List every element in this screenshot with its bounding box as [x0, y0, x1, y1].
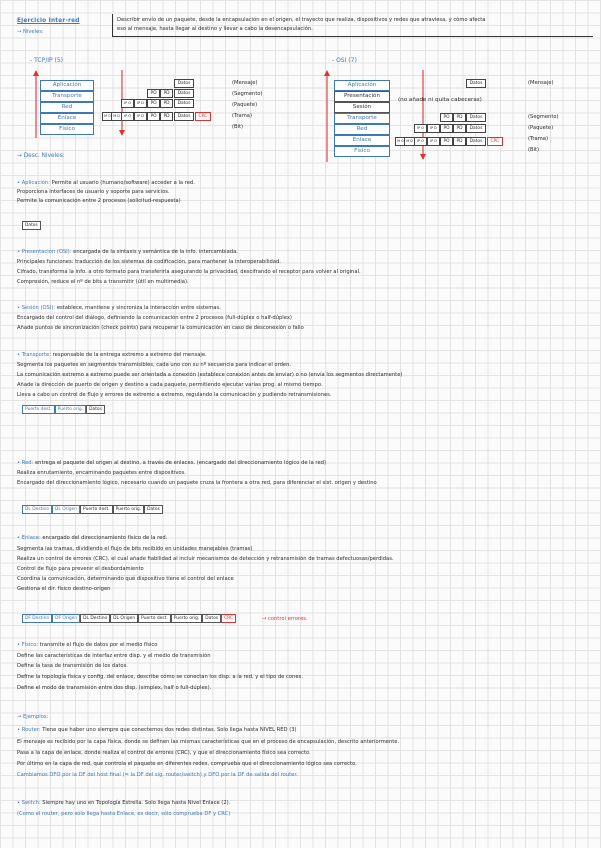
enlace-line-5: Gestiona el dir. físico destino-origen: [17, 586, 111, 592]
tcpip-pdu-datos-2: Datos: [174, 89, 194, 98]
sesion-line-1: Encargado del control del diálogo, definiendo la comunicación entre 2 procesos (full-dúplex o half-dúplex): [17, 315, 292, 321]
tcpip-pdu-pd-3: PD: [160, 99, 173, 108]
red-line-0: entrega el paquete del origen al destino, a través de enlaces. (encargado del direccionamiento lógico de la red): [34, 460, 326, 466]
osi-pdu-datos-4: Datos: [466, 137, 486, 146]
transporte-line-1: Segmenta los paquetes en segmentos transmisibles, cada uno con su nº secuencia para indicar el orden.: [17, 362, 292, 368]
fisico-heading: • Físico:: [17, 642, 39, 648]
red-tag-0: DL Destino: [22, 505, 52, 514]
tcpip-layer-aplicacion: Aplicación: [40, 80, 94, 91]
presentacion-line-1: Principales funciones: traducción de los sistemas de codificación, para mantener la interoperabilidad.: [17, 259, 281, 265]
transporte-line-0: responsable de la entrega extremo a extremo del mensaje.: [52, 352, 207, 358]
enlace-heading: • Enlace:: [17, 535, 41, 541]
red-pdu: [22, 505, 163, 514]
page-title: Ejercicio Inter-red: [17, 18, 80, 24]
enlace-line-1: Segmenta las tramas, dividiendo el flujo de bits recibido en unidades manejables (tramas): [17, 546, 253, 552]
osi-pdu-po-4: PO: [440, 137, 453, 146]
tcpip-label-paquete: (Paquete): [232, 102, 258, 108]
section-red: [17, 460, 326, 467]
tcpip-pdu-crc-4: CRC: [195, 112, 211, 121]
tcpip-layer-fisico: Físico: [40, 124, 94, 135]
transporte-heading: • Transporte:: [17, 352, 51, 358]
router-line-3: Por último en la capa de red, que controla el paquete en diferentes redes, comprueba que el direccionamiento lógico sea correcto.: [17, 761, 357, 767]
osi-pdu-po-3: PO: [440, 124, 453, 133]
enlace-tag-3: DL Origen: [110, 614, 138, 623]
osi-label-paquete: (Paquete): [528, 125, 554, 131]
enlace-arrow-note: → control errores.: [262, 616, 308, 622]
osi-pdu-md-4: M D: [404, 137, 415, 146]
enlace-tag-0: DF Destino: [22, 614, 52, 623]
tcpip-pdu-md-4: M D: [111, 112, 122, 121]
transporte-tag-0: Puerto dest.: [22, 405, 55, 414]
aplicacion-line-0: Permite al usuario (humano/software) acceder a la red.: [51, 180, 195, 186]
section-sesion: [17, 305, 221, 312]
description-line-2: eso al mensaje, hasta llegar al destino y llevar a cabo la desencapsulación.: [117, 26, 313, 32]
tcpip-label-segmento: (Segmento): [232, 91, 263, 97]
osi-pdu-pd-4: PD: [453, 137, 466, 146]
tcpip-pdu-ipo-3: IP O: [121, 99, 134, 108]
osi-pdu-crc-4: CRC: [487, 137, 503, 146]
enlace-line-3: Control de flujo para prevenir el desbordamiento: [17, 566, 144, 572]
enlace-line-0: encargado del direccionamiento físico de la red.: [42, 535, 168, 541]
osi-label-trama: (Trama): [528, 136, 548, 142]
osi-layer-sesion: Sesión: [334, 102, 390, 113]
enlace-tag-7: CRC: [221, 614, 236, 623]
osi-pdu-datos-3: Datos: [466, 124, 486, 133]
osi-layer-presentacion: Presentación: [334, 91, 390, 102]
aplicacion-line-2: Permite la comunicación entre 2 procesos (solicitud-respuesta): [17, 198, 181, 204]
red-tag-3: Puerto orig.: [113, 505, 145, 514]
osi-layer-enlace: Enlace: [334, 135, 390, 146]
desc-niveles-heading: → Desc. Niveles:: [17, 153, 65, 159]
enlace-pdu: [22, 614, 236, 623]
osi-layer-aplicacion: Aplicación: [334, 80, 390, 91]
tcpip-pdu-ipd-4: IP D: [134, 112, 147, 121]
transporte-line-3: Añade la dirección de puerto de origen y destino a cada paquete, permitiendo ejecutar varias prog. al mismo tiempo.: [17, 382, 323, 388]
enlace-tag-5: Puerto orig.: [171, 614, 203, 623]
tcpip-layer-enlace: Enlace: [40, 113, 94, 124]
presentacion-line-2: Cifrado, transforma la info. a otro formato para transferirla asegurando la privacidad, descifrando el receptor para volver al original.: [17, 269, 361, 275]
tcpip-pdu-pd-2: PD: [160, 89, 173, 98]
aplicacion-pdu: [22, 221, 41, 230]
description-line-1: Describir envío de un paquete, desde la encapsulación en el origen, el trayecto que realiza, dispositivos y redes que atraviesa, y cómo afecta: [117, 17, 486, 23]
fisico-line-1: Define las características de interfaz entre disp. y el medio de transmisión: [17, 653, 211, 659]
switch-line-0: Siempre hay uno en Topología Estrella. Solo llega hasta Nivel Enlace (2).: [42, 800, 231, 806]
ejemplos-heading: → Ejemplos:: [17, 714, 49, 720]
osi-pdu-datos-2: Datos: [466, 113, 486, 122]
aplicacion-tag-datos: Datos: [22, 221, 41, 230]
osi-pdu-ipd-3: IP D: [427, 124, 440, 133]
osi-pdu-mo-4: M O: [395, 137, 406, 146]
osi-pdu-pd-3: PD: [453, 124, 466, 133]
section-fisico: [17, 642, 157, 649]
switch-heading: • Switch:: [17, 800, 41, 806]
router-line-4: Cambiamos DFO por la DF del host final (= la DF del sig. router/switch) y DFO por la DF de salida del router.: [17, 772, 298, 778]
osi-pdu-po-2: PO: [440, 113, 453, 122]
section-aplicacion: [17, 180, 195, 187]
osi-label-bit: (Bit): [528, 147, 540, 153]
niveles-heading: → Niveles:: [17, 29, 44, 35]
red-heading: • Red:: [17, 460, 34, 466]
tcpip-layer-red: Red: [40, 102, 94, 113]
osi-label-segmento: (Segmento): [528, 114, 559, 120]
osi-pdu-ipd-4: IP D: [427, 137, 440, 146]
tcpip-pdu-po-4: PO: [147, 112, 160, 121]
tcpip-pdu-datos-1: Datos: [174, 79, 194, 88]
tcpip-label-bit: (Bit): [232, 124, 244, 130]
osi-layer-transporte: Transporte: [334, 113, 390, 124]
router-line-1: El mensaje es recibido por la capa física, donde se definen las mismas características que en el proceso de encapsulación, descrito anteriormente.: [17, 739, 400, 745]
osi-pdu-pd-2: PD: [453, 113, 466, 122]
aplicacion-line-1: Proporciona interfaces de usuario y soporte para servicios.: [17, 189, 170, 195]
router-line-0: Tiene que haber uno siempre que conectemos dos redes distintas. Solo llega hasta NIVEL RED (3): [42, 727, 297, 733]
osi-pdu-datos-1: Datos: [466, 79, 486, 88]
transporte-line-4: Lleva a cabo un control de flujo y errores de extremo a extremo, regulando la comunicación y pudiendo retransmisiones.: [17, 392, 332, 398]
presentacion-line-3: Compresión, reduce el nº de bits a transmitir (útil en multimedia).: [17, 279, 189, 285]
enlace-line-4: Coordina la comunicación, determinando qué dispositivo tiene el control del enlace: [17, 576, 234, 582]
red-line-2: Encargado del direccionamiento lógico, necesario cuando un paquete cruza la frontera a otra red, para diferenciar el sist. origen y destino: [17, 480, 377, 486]
enlace-tag-1: DF Origen: [52, 614, 80, 623]
osi-title: - OSI (7): [332, 57, 357, 64]
tcpip-pdu-po-2: PO: [147, 89, 160, 98]
osi-label-mensaje: (Mensaje): [528, 80, 554, 86]
presentacion-heading: • Presentación (OSI):: [17, 249, 72, 255]
tcpip-title: - TCP/IP (5): [30, 57, 64, 64]
fisico-line-4: Define el modo de transmisión entre dos disp. (simplex, half o full-dúplex).: [17, 685, 212, 691]
tcpip-layer-transporte: Transporte: [40, 91, 94, 102]
osi-pdu-ipo-4: IP O: [414, 137, 427, 146]
aplicacion-heading: • Aplicación:: [17, 180, 50, 186]
enlace-tag-6: Datos: [202, 614, 221, 623]
section-router: [17, 727, 297, 734]
enlace-line-2: Realiza un control de errores (CRC), el cual añade fiabilidad al incluir mecanismos de detección y retransmisión de tramas defectuosas/perdidas.: [17, 556, 394, 562]
red-tag-1: DL Origen: [52, 505, 80, 514]
section-transporte: [17, 352, 207, 359]
osi-pdu-ipo-3: IP O: [414, 124, 427, 133]
tcpip-pdu-mo-4: M O: [102, 112, 113, 121]
transporte-tag-2: Datos: [86, 405, 105, 414]
transporte-tag-1: Puerto orig.: [55, 405, 87, 414]
osi-layer-fisico: Físico: [334, 146, 390, 157]
switch-line-1: (Como el router, pero sólo llega hasta Enlace, es decir, sólo comprueba DF y CRC): [17, 811, 231, 817]
sesion-heading: • Sesión (OSI):: [17, 305, 56, 311]
router-line-2: Pasa a la capa de enlace, donde realiza el control de errores (CRC), y que el direccionamiento físico sea correcto.: [17, 750, 311, 756]
fisico-line-3: Define la topología física y config. del enlace, describe cómo se conectan los disp. a la red, y el tipo de conex.: [17, 674, 304, 680]
enlace-tag-2: DL Destino: [80, 614, 110, 623]
tcpip-pdu-po-3: PO: [147, 99, 160, 108]
transporte-line-2: La comunicación extremo a extremo puede ser orientada a conexión (establece conexión antes de enviar) o no (envía los segmentos directamente): [17, 372, 403, 378]
fisico-line-0: transmite el flujo de datos por el medio físico: [39, 642, 158, 648]
osi-bracket-note: (no añade ni quita cabeceras): [398, 97, 482, 103]
description-box: [112, 14, 593, 37]
router-heading: • Router:: [17, 727, 41, 733]
tcpip-pdu-pd-4: PD: [160, 112, 173, 121]
presentacion-line-0: encargada de la sintaxis y semántica de la info. intercambiada.: [73, 249, 238, 255]
red-tag-2: Puerto dest.: [80, 505, 113, 514]
sesion-line-0: establece, mantiene y sincroniza la interacción entre sistemas.: [56, 305, 221, 311]
tcpip-pdu-datos-3: Datos: [174, 99, 194, 108]
tcpip-label-trama: (Trama): [232, 113, 252, 119]
osi-layer-red: Red: [334, 124, 390, 135]
sesion-line-2: Añade puntos de sincronización (check points) para recuperar la comunicación en caso de desconexión o fallo: [17, 325, 304, 331]
transporte-pdu: [22, 405, 105, 414]
tcpip-pdu-ipd-3: IP D: [134, 99, 147, 108]
section-enlace: [17, 535, 167, 542]
tcpip-pdu-datos-4: Datos: [174, 112, 194, 121]
red-tag-4: Datos: [144, 505, 163, 514]
enlace-tag-4: Puerto dest.: [138, 614, 171, 623]
tcpip-pdu-ipo-4: IP O: [121, 112, 134, 121]
tcpip-label-mensaje: (Mensaje): [232, 80, 258, 86]
section-switch: [17, 800, 230, 807]
red-line-1: Realiza enrutamiento, encaminando paquetes entre dispositivos.: [17, 470, 186, 476]
section-presentacion: [17, 249, 238, 256]
fisico-line-2: Define la tasa de transmisión de los datos.: [17, 663, 128, 669]
